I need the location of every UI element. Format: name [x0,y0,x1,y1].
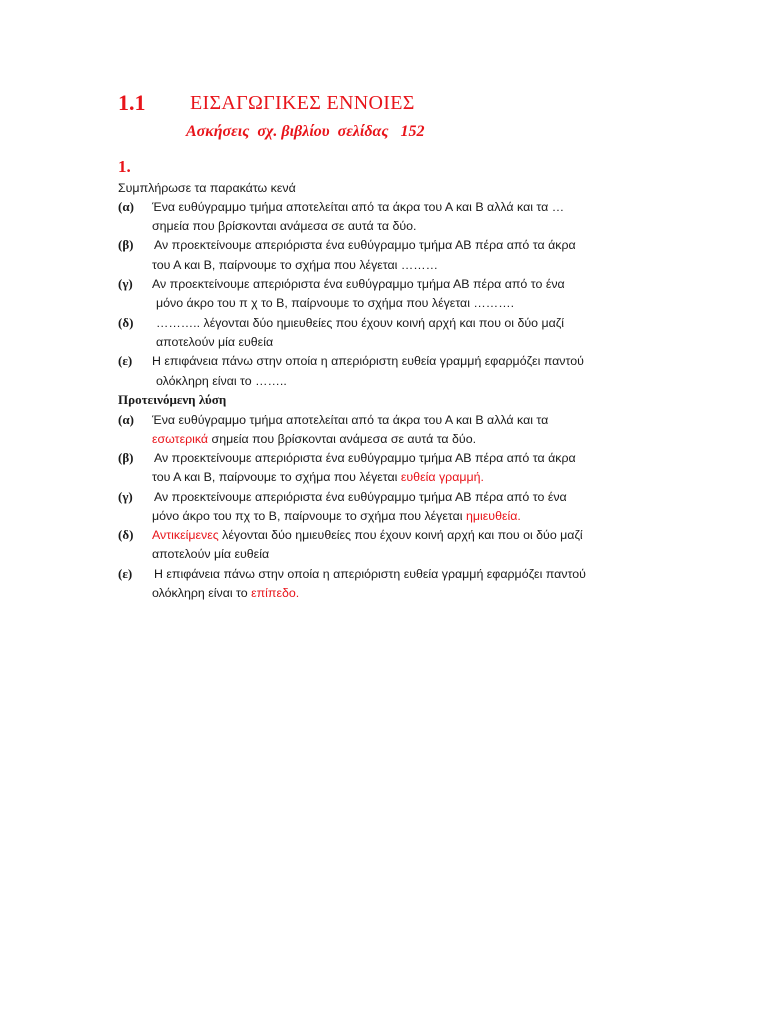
solution-b-line2 [152,469,484,485]
section-subtitle: Ασκήσεις σχ. βιβλίου σελίδας 152 [186,123,425,140]
exercise-instruction: Συμπλήρωσε τα παρακάτω κενά [118,181,296,195]
solution-e-line1: Η επιφάνεια πάνω στην οποία η απεριόριστη ευθεία γραμμή εφαρμόζει παντού [154,567,586,581]
solution-b-pre: του Α και Β, παίρνουμε το σχήμα που λέγεται [152,470,401,484]
item-a-line1: Ένα ευθύγραμμο τμήμα αποτελείται από τα άκρα του Α και Β αλλά και τα … [152,200,565,214]
solution-a-rest: σημεία που βρίσκονται ανάμεσα σε αυτά τα δύο. [208,432,477,446]
section-number: 1.1 [118,90,146,115]
solution-label-b: (β) [118,450,134,465]
solution-label-a: (α) [118,412,134,427]
solution-b-line1: Αν προεκτείνουμε απεριόριστα ένα ευθύγραμμο τμήμα ΑΒ πέρα από τα άκρα [154,451,576,465]
answer-d: Αντικείμενες [152,528,219,542]
solution-heading: Προτεινόμενη λύση [118,392,227,407]
answer-c: ημιευθεία. [465,509,521,523]
solution-c-line2 [152,508,521,524]
exercise-number: 1. [118,157,131,176]
answer-e: επίπεδο. [251,586,300,600]
item-label-c: (γ) [118,276,133,291]
solution-a-line2 [152,431,476,447]
item-e-line2: ολόκληρη είναι το …….. [156,374,287,388]
item-label-b: (β) [118,237,134,252]
solution-d-rest: λέγονται δύο ημιευθείες που έχουν κοινή αρχή και που οι δύο μαζί [218,528,583,542]
item-e-line1: Η επιφάνεια πάνω στην οποία η απεριόριστη ευθεία γραμμή εφαρμόζει παντού [152,354,584,368]
item-label-e: (ε) [118,353,133,368]
answer-b: ευθεία γραμμή. [400,470,484,484]
solution-label-c: (γ) [118,489,133,504]
solution-e-pre: ολόκληρη είναι το [152,586,252,600]
item-label-d: (δ) [118,315,134,330]
solution-c-line1: Αν προεκτείνουμε απεριόριστα ένα ευθύγραμμο τμήμα ΑΒ πέρα από το ένα [154,490,567,504]
item-b-line1: Αν προεκτείνουμε απεριόριστα ένα ευθύγραμμο τμήμα ΑΒ πέρα από τα άκρα [154,238,576,252]
answer-a: εσωτερικά [152,432,209,446]
section-title: ΕΙΣΑΓΩΓΙΚΕΣ ΕΝΝΟΙΕΣ [190,92,415,114]
item-b-line2: του Α και Β, παίρνουμε το σχήμα που λέγεται ……… [152,258,439,272]
item-c-line1: Αν προεκτείνουμε απεριόριστα ένα ευθύγραμμο τμήμα ΑΒ πέρα από το ένα [152,277,565,291]
solution-a-line1: Ένα ευθύγραμμο τμήμα αποτελείται από τα άκρα του Α και Β αλλά και τα [152,413,549,427]
item-c-line2: μόνο άκρο του π χ το Β, παίρνουμε το σχήμα που λέγεται ………. [156,296,515,310]
item-label-a: (α) [118,199,134,214]
item-d-line2: αποτελούν μία ευθεία [156,335,274,349]
solution-label-e: (ε) [118,566,133,581]
solution-c-pre: μόνο άκρο του πχ το Β, παίρνουμε το σχήμα που λέγεται [152,509,466,523]
item-d-line1: ……….. λέγονται δύο ημιευθείες που έχουν κοινή αρχή και που οι δύο μαζί [156,316,565,330]
item-a-line2: σημεία που βρίσκονται ανάμεσα σε αυτά τα δύο. [152,219,417,233]
solution-d-line2: αποτελούν μία ευθεία [152,547,270,561]
solution-e-line2 [152,585,299,601]
solution-label-d: (δ) [118,527,134,542]
solution-d-line1 [152,527,583,543]
